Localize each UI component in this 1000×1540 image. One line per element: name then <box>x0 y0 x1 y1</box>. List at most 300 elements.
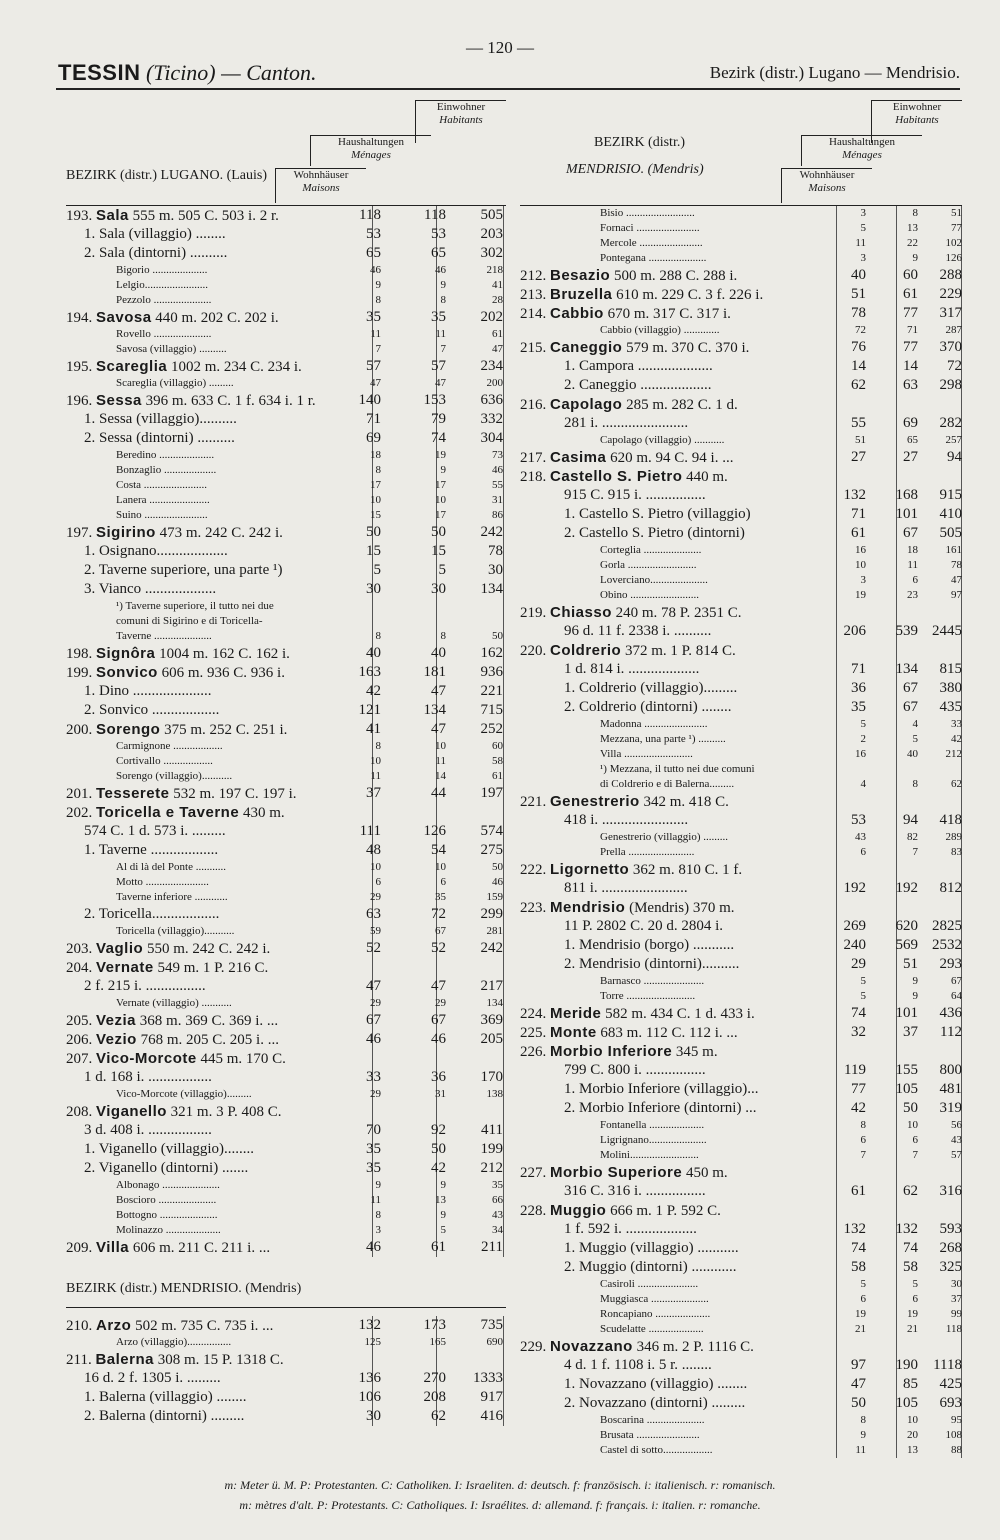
maisons-value: 72 <box>855 324 866 336</box>
left-rows-mendrisio <box>66 1316 506 1426</box>
maisons-value: 57 <box>366 358 381 374</box>
menages-value: 27 <box>903 449 918 465</box>
commune-details: 240 m. 78 P. 2351 C. <box>611 605 742 621</box>
row-label <box>520 285 835 305</box>
right-rows <box>520 206 962 1458</box>
row-label: 2. Coldrerio (dintorni) ........ <box>564 699 732 715</box>
menages-value: 61 <box>431 1239 446 1255</box>
habitants-value: 200 <box>486 377 503 389</box>
row-label: 1. Mendrisio (borgo) ........... <box>564 937 735 953</box>
row-label: Castel di sotto.................. <box>600 1444 713 1456</box>
commune-name: Bruzella <box>550 286 613 303</box>
maisons-value: 136 <box>358 1370 381 1386</box>
menages-value: 15 <box>431 543 446 559</box>
row-label: 1 f. 592 i. ................... <box>564 1221 697 1237</box>
commune-number: 210. <box>66 1318 96 1334</box>
menages-value: 71 <box>907 324 918 336</box>
maisons-value: 7 <box>860 1149 866 1161</box>
habitants-value: 268 <box>939 1240 962 1256</box>
commune-name: Castello S. Pietro <box>550 468 683 485</box>
habitants-value: 159 <box>486 891 503 903</box>
row-label: 1. Osignano................... <box>84 543 228 559</box>
menages-value: 13 <box>907 222 918 234</box>
locality-row <box>520 1307 962 1322</box>
habitants-value: 43 <box>492 1209 503 1221</box>
menages-value: 74 <box>431 430 446 446</box>
locality-row <box>520 433 962 448</box>
commune-details: 606 m. 211 C. 211 i. ... <box>129 1240 271 1256</box>
row-label: Albonago ..................... <box>116 1179 220 1191</box>
subdivision-row <box>520 1220 962 1239</box>
menages-value: 67 <box>903 699 918 715</box>
habitants-value: 435 <box>939 699 962 715</box>
maisons-value: 53 <box>366 226 381 242</box>
maisons-value: 59 <box>370 925 381 937</box>
row-label: 16 d. 2 f. 1305 i. ......... <box>84 1370 221 1386</box>
menages-value: 8 <box>912 207 918 219</box>
habitants-value: 64 <box>951 990 962 1002</box>
wohnhauser-header <box>781 168 872 203</box>
maisons-value: 14 <box>851 358 866 374</box>
habitants-value: 812 <box>939 880 962 896</box>
row-label: Vico-Morcote (villaggio)......... <box>116 1088 252 1100</box>
menages-value: 23 <box>907 589 918 601</box>
habitants-value: 481 <box>939 1081 962 1097</box>
maisons-value: 71 <box>851 506 866 522</box>
menages-value: 57 <box>431 358 446 374</box>
habitants-value: 316 <box>939 1183 962 1199</box>
menages-value: 37 <box>903 1024 918 1040</box>
menages-value: 569 <box>895 937 918 953</box>
commune-name: Sorengo <box>96 721 161 738</box>
commune-number: 198. <box>66 646 96 662</box>
locality-row <box>66 508 506 523</box>
row-label <box>520 395 835 415</box>
habitants-value: 242 <box>480 524 503 540</box>
habitants-value: 46 <box>492 464 503 476</box>
maisons-value: 9 <box>375 279 381 291</box>
habitants-value: 416 <box>480 1408 503 1424</box>
maisons-value: 11 <box>370 770 381 782</box>
locality-row <box>66 924 506 939</box>
habitants-value: 102 <box>945 237 962 249</box>
habitants-value: 693 <box>939 1395 962 1411</box>
habitants-value: 46 <box>492 876 503 888</box>
row-label <box>520 1201 835 1221</box>
commune-number: 203. <box>66 941 96 957</box>
habitants-value: 28 <box>492 294 503 306</box>
row-label: Casiroli ...................... <box>600 1278 699 1290</box>
menages-value: 58 <box>903 1259 918 1275</box>
row-label: Savosa (villaggio) .......... <box>116 343 227 355</box>
commune-number: 220. <box>520 643 550 659</box>
menages-value: 67 <box>903 680 918 696</box>
commune-number: 218. <box>520 469 550 485</box>
commune-details: 666 m. 1 P. 592 C. <box>606 1203 721 1219</box>
commune-number: 216. <box>520 397 550 413</box>
commune-name: Genestrerio <box>550 793 640 810</box>
locality-row <box>520 989 962 1004</box>
row-label <box>66 1030 371 1050</box>
maisons-value: 132 <box>843 487 866 503</box>
row-label <box>520 898 835 918</box>
maisons-value: 8 <box>375 294 381 306</box>
habitants-value: 287 <box>945 324 962 336</box>
locality-row <box>520 1148 962 1163</box>
habitants-value: 2825 <box>932 918 962 934</box>
maisons-value: 32 <box>851 1024 866 1040</box>
subdivision-row <box>520 698 962 717</box>
habitants-value: 690 <box>486 1336 503 1348</box>
einwohner-label: Einwohner <box>436 101 486 113</box>
canton-subtitle: (Ticino) — Canton. <box>145 60 317 85</box>
maisons-value: 5 <box>860 1278 866 1290</box>
subdivision-row <box>520 1394 962 1413</box>
menages-value: 17 <box>435 479 446 491</box>
maisons-value: 35 <box>366 309 381 325</box>
row-label: 1. Sessa (villaggio).......... <box>84 411 237 427</box>
maisons-value: 18 <box>370 449 381 461</box>
row-label: 1. Viganello (villaggio)........ <box>84 1141 255 1157</box>
commune-details: 550 m. 242 C. 242 i. <box>143 941 271 957</box>
commune-name: Viganello <box>96 1103 167 1120</box>
habitants-value: 212 <box>945 748 962 760</box>
menages-value: 9 <box>440 1179 446 1191</box>
commune-number: 208. <box>66 1104 96 1120</box>
maisons-value: 70 <box>366 1122 381 1138</box>
habitants-value: 217 <box>480 978 503 994</box>
commune-name: Villa <box>96 1239 130 1256</box>
row-label: 1. Novazzano (villaggio) ........ <box>564 1376 748 1392</box>
menages-value: 173 <box>423 1317 446 1333</box>
row-label: Al di là del Ponte ........... <box>116 861 226 873</box>
subdivision-row <box>66 410 506 429</box>
menages-value: 36 <box>431 1069 446 1085</box>
menages-value: 620 <box>895 918 918 934</box>
row-label: 2 f. 215 i. ................ <box>84 978 206 994</box>
menages-value: 50 <box>903 1100 918 1116</box>
maisons-value: 8 <box>860 1414 866 1426</box>
menages-value: 165 <box>429 1336 446 1348</box>
row-label: Bottogno ..................... <box>116 1209 218 1221</box>
row-label: 2. Toricella.................. <box>84 906 220 922</box>
row-label: 2. Sessa (dintorni) .......... <box>84 430 235 446</box>
habitants-value: 161 <box>945 544 962 556</box>
row-label: 2. Sala (dintorni) .......... <box>84 245 228 261</box>
maisons-value: 35 <box>851 699 866 715</box>
row-label <box>520 304 835 324</box>
habitants-value: 62 <box>951 778 962 790</box>
left-column-header <box>66 100 506 206</box>
locality-row <box>66 1087 506 1102</box>
commune-number: 227. <box>520 1165 550 1181</box>
row-label <box>66 1238 371 1258</box>
subdivision-row <box>520 622 962 641</box>
row-label <box>66 939 371 959</box>
habitants-value: 47 <box>492 343 503 355</box>
commune-details: 683 m. 112 C. 112 i. ... <box>596 1025 738 1041</box>
subdivision-row <box>520 486 962 505</box>
commune-name: Muggio <box>550 1202 607 1219</box>
habitants-value: 86 <box>492 509 503 521</box>
maisons-value: 61 <box>851 525 866 541</box>
locality-row <box>66 890 506 905</box>
row-label: 1. Dino ..................... <box>84 683 212 699</box>
maisons-value: 30 <box>366 581 381 597</box>
commune-number: 215. <box>520 340 550 356</box>
subdivision-row <box>520 357 962 376</box>
commune-row <box>520 1004 962 1023</box>
subdivision-row <box>520 376 962 395</box>
commune-name: Vezia <box>96 1012 137 1029</box>
habitants-value: 380 <box>939 680 962 696</box>
maisons-value: 8 <box>375 630 381 642</box>
subdivision-row <box>66 561 506 580</box>
row-label: 1. Campora .................... <box>564 358 713 374</box>
menages-value: 10 <box>907 1414 918 1426</box>
menages-value: 19 <box>907 1308 918 1320</box>
row-label: 2. Balerna (dintorni) ......... <box>84 1408 245 1424</box>
locality-row <box>520 558 962 573</box>
habitants-value: 505 <box>480 207 503 223</box>
maisons-value: 19 <box>855 1308 866 1320</box>
habitants-value: 35 <box>492 1179 503 1191</box>
habitants-value: 2445 <box>932 623 962 639</box>
maisons-value: 61 <box>851 1183 866 1199</box>
row-label: 2. Muggio (dintorni) ............ <box>564 1259 737 1275</box>
subdivision-row <box>66 905 506 924</box>
commune-number: 229. <box>520 1339 550 1355</box>
row-label: Genestrerio (villaggio) ......... <box>600 831 728 843</box>
row-label: Molini......................... <box>600 1149 699 1161</box>
habitants-value: 61 <box>492 770 503 782</box>
commune-name: Savosa <box>96 309 152 326</box>
menages-value: 74 <box>903 1240 918 1256</box>
commune-row <box>520 285 962 304</box>
habitants-label: Habitants <box>439 114 483 126</box>
maisons-value: 5 <box>860 718 866 730</box>
subdivision-row <box>66 542 506 561</box>
maisons-value: 9 <box>860 1429 866 1441</box>
commune-details: 440 m. 202 C. 202 i. <box>151 310 279 326</box>
row-label: Bisio ......................... <box>600 207 695 219</box>
menages-value: 44 <box>431 785 446 801</box>
commune-details: 579 m. 370 C. 370 i. <box>622 340 750 356</box>
menages-value: 270 <box>423 1370 446 1386</box>
row-label: Obino ......................... <box>600 589 699 601</box>
maisons-value: 37 <box>366 785 381 801</box>
row-label: Prella ........................ <box>600 846 695 858</box>
maisons-value: 42 <box>366 683 381 699</box>
habitants-value: 636 <box>480 392 503 408</box>
commune-number: 205. <box>66 1013 96 1029</box>
subdivision-row <box>520 1356 962 1375</box>
menages-value: 4 <box>912 718 918 730</box>
menages-value: 5 <box>440 1224 446 1236</box>
maisons-value: 58 <box>851 1259 866 1275</box>
subdivision-row <box>66 580 506 599</box>
locality-row <box>66 478 506 493</box>
commune-row <box>520 395 962 414</box>
commune-row <box>66 308 506 327</box>
row-label: Cortivallo .................. <box>116 755 213 767</box>
maisons-value: 40 <box>851 267 866 283</box>
menages-value: 20 <box>907 1429 918 1441</box>
menages-value: 5 <box>912 1278 918 1290</box>
maisons-value: 50 <box>366 524 381 540</box>
commune-name: Vico-Morcote <box>96 1050 197 1067</box>
row-label: 3 d. 408 i. ................. <box>84 1122 212 1138</box>
locality-row <box>66 327 506 342</box>
habitants-value: 42 <box>951 733 962 745</box>
row-label <box>520 338 835 358</box>
habitants-value: 298 <box>939 377 962 393</box>
commune-details: 606 m. 936 C. 936 i. <box>157 665 285 681</box>
commune-details: 620 m. 94 C. 94 i. ... <box>606 450 734 466</box>
locality-row <box>66 754 506 769</box>
commune-row <box>520 304 962 323</box>
menages-value: 134 <box>423 702 446 718</box>
maisons-value: 7 <box>375 343 381 355</box>
subdivision-row <box>520 1099 962 1118</box>
commune-row <box>520 641 962 660</box>
habitants-value: 203 <box>480 226 503 242</box>
menages-value: 77 <box>903 339 918 355</box>
page-number: — 120 — <box>466 38 534 57</box>
menages-value: 153 <box>423 392 446 408</box>
menages-value: 51 <box>903 956 918 972</box>
locality-row <box>520 1322 962 1337</box>
habitants-value: 41 <box>492 279 503 291</box>
row-label: Scareglia (villaggio) ......... <box>116 377 234 389</box>
maisons-value: 5 <box>860 222 866 234</box>
maisons-value: 269 <box>843 918 866 934</box>
habitants-value: 73 <box>492 449 503 461</box>
menages-value: 7 <box>912 846 918 858</box>
row-label: 799 C. 800 i. ................ <box>564 1062 706 1078</box>
menages-value: 31 <box>435 1088 446 1100</box>
maisons-value: 2 <box>860 733 866 745</box>
row-label <box>520 448 835 468</box>
maisons-value: 65 <box>366 245 381 261</box>
maisons-value: 74 <box>851 1005 866 1021</box>
habitants-value: 30 <box>488 562 503 578</box>
commune-number: 199. <box>66 665 96 681</box>
maisons-value: 50 <box>851 1395 866 1411</box>
locality-row <box>66 769 506 784</box>
locality-row <box>520 543 962 558</box>
maisons-value: 36 <box>851 680 866 696</box>
maisons-value: 33 <box>366 1069 381 1085</box>
habitants-value: 134 <box>480 581 503 597</box>
maisons-value: 3 <box>860 574 866 586</box>
commune-number: 193. <box>66 208 96 224</box>
commune-details: 610 m. 229 C. 3 f. 226 i. <box>612 287 764 303</box>
habitants-value: 205 <box>480 1031 503 1047</box>
row-label: Fontanella .................... <box>600 1119 705 1131</box>
locality-row <box>66 463 506 478</box>
row-label: 3. Vianco ................... <box>84 581 217 597</box>
menages-value: 35 <box>431 309 446 325</box>
row-label <box>66 1350 371 1370</box>
menages-value: 6 <box>912 1293 918 1305</box>
maisons-value: 71 <box>851 661 866 677</box>
commune-row <box>66 1238 506 1257</box>
commune-row <box>66 939 506 958</box>
row-label: Fornaci ....................... <box>600 222 700 234</box>
menages-value: 85 <box>903 1376 918 1392</box>
commune-row <box>66 206 506 225</box>
row-label: 2. Morbio Inferiore (dintorni) ... <box>564 1100 757 1116</box>
locality-row <box>520 974 962 989</box>
row-label: 2. Viganello (dintorni) ....... <box>84 1160 249 1176</box>
row-label: Lelgio....................... <box>116 279 208 291</box>
menages-value: 62 <box>431 1408 446 1424</box>
row-label: 915 C. 915 i. ................ <box>564 487 706 503</box>
menages-value: 101 <box>895 506 918 522</box>
habitants-value: 34 <box>492 1224 503 1236</box>
menages-value: 118 <box>424 207 446 223</box>
row-label: Bosciorо ..................... <box>116 1194 217 1206</box>
row-label: Gorla ......................... <box>600 559 697 571</box>
habitants-value: 58 <box>492 755 503 767</box>
commune-row <box>66 1102 506 1121</box>
row-label: Costa ....................... <box>116 479 208 491</box>
locality-row <box>66 860 506 875</box>
commune-details: 440 m. <box>682 469 728 485</box>
row-label <box>66 1102 371 1122</box>
menages-value: 47 <box>431 978 446 994</box>
commune-name: Vernate <box>96 959 154 976</box>
menages-value: 30 <box>431 581 446 597</box>
commune-name: Sonvico <box>96 664 158 681</box>
menages-value: 8 <box>440 294 446 306</box>
row-label: Lanera ...................... <box>116 494 210 506</box>
commune-row <box>520 860 962 879</box>
habitants-value: 319 <box>939 1100 962 1116</box>
menages-value: 60 <box>903 267 918 283</box>
commune-number: 196. <box>66 393 96 409</box>
row-label: Brusata ....................... <box>600 1429 700 1441</box>
canton-title: TESSIN <box>58 60 141 85</box>
habitants-value: 94 <box>947 449 962 465</box>
locality-row <box>66 342 506 357</box>
habitants-value: 289 <box>945 831 962 843</box>
commune-row <box>66 803 506 822</box>
locality-row <box>520 221 962 236</box>
maisons-value: 53 <box>851 812 866 828</box>
commune-name: Toricella e Taverne <box>96 804 240 821</box>
maisons-value: 3 <box>860 207 866 219</box>
maisons-value: 11 <box>370 328 381 340</box>
maisons-value: 6 <box>860 1134 866 1146</box>
commune-row <box>520 1337 962 1356</box>
commune-row <box>66 1011 506 1030</box>
habitants-value: 257 <box>945 434 962 446</box>
commune-name: Ligornetto <box>550 861 630 878</box>
maisons-value: 119 <box>844 1062 866 1078</box>
maisons-value: 48 <box>366 842 381 858</box>
subdivision-row <box>66 682 506 701</box>
wohnhauser-label: Wohnhäuser <box>799 169 855 181</box>
menages-value: 208 <box>423 1389 446 1405</box>
subdivision-row <box>66 977 506 996</box>
menages-value: 10 <box>435 861 446 873</box>
locality-row <box>66 1193 506 1208</box>
habitants-value: 325 <box>939 1259 962 1275</box>
maisons-value: 5 <box>373 562 381 578</box>
maisons-value: 67 <box>366 1012 381 1028</box>
